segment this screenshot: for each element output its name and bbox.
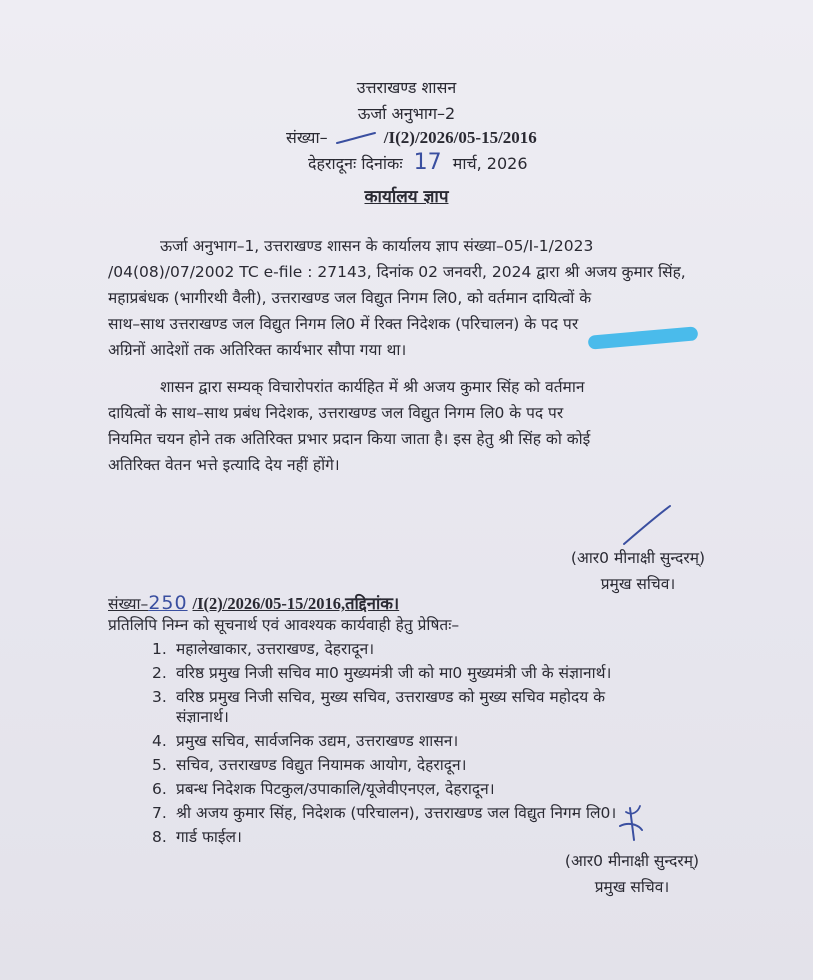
signature-block-2 xyxy=(542,849,722,897)
section-name: ऊर्जा अनुभाग–2 xyxy=(357,104,456,123)
list-item: 1. महालेखाकार, उत्तराखण्ड, देहरादून। xyxy=(152,640,375,658)
highlight-mark xyxy=(588,326,699,350)
signatory-name-2: (आर0 मीनाक्षी सुन्दरम्) xyxy=(564,852,700,870)
copy-reference-line xyxy=(108,591,399,614)
para1-line5: अग्रिनों आदेशों तक अतिरिक्त कार्यभार सौपा गया था। xyxy=(108,341,407,359)
para2-line4: अतिरिक्त वेतन भत्ते इत्यादि देय नहीं होंगे। xyxy=(108,456,340,474)
list-item: 4. प्रमुख सचिव, सार्वजनिक उद्यम, उत्तराखण्ड शासन। xyxy=(152,732,459,750)
signature-stroke-1 xyxy=(618,500,678,550)
para2-line1: शासन द्वारा सम्यक् विचारोपरांत कार्यहित में श्री अजय कुमार सिंह को वर्तमान xyxy=(160,378,585,396)
para1-line2: /04(08)/07/2002 TC e-file : 27143, दिनांक 02 जनवरी, 2024 द्वारा श्री अजय कुमार सिंह, xyxy=(108,263,686,281)
signatory-name-1: (आर0 मीनाक्षी सुन्दरम्) xyxy=(570,549,706,567)
copy-intro: प्रतिलिपि निम्न को सूचनार्थ एवं आवश्यक कार्यवाही हेतु प्रेषितः– xyxy=(108,616,460,634)
signature-block-1 xyxy=(548,546,728,594)
date-day: 17 xyxy=(413,150,442,175)
list-item-continuation: संज्ञानार्थ। xyxy=(176,708,229,726)
place-date-label: देहरादूनः दिनांकः xyxy=(308,154,403,173)
list-item: 5. सचिव, उत्तराखण्ड विद्युत नियामक आयोग, देहरादून। xyxy=(152,756,467,774)
date-line xyxy=(308,150,528,175)
para2-line3: नियमित चयन होने तक अतिरिक्त प्रभार प्रदान किया जाता है। इस हेतु श्री सिंह को कोई xyxy=(108,430,591,448)
ref-label: संख्या– xyxy=(286,128,328,147)
para1-line4: साथ–साथ उत्तराखण्ड जल विद्युत निगम लि0 में रिक्त निदेशक (परिचालन) के पद पर xyxy=(108,315,579,333)
document-title: कार्यालय ज्ञाप xyxy=(364,187,449,207)
list-item: 3. वरिष्ठ प्रमुख निजी सचिव, मुख्य सचिव, उत्तराखण्ड को मुख्य सचिव महोदय के xyxy=(152,688,606,706)
signatory-designation-1: प्रमुख सचिव। xyxy=(600,575,676,593)
govt-name: उत्तराखण्ड शासन xyxy=(356,78,457,97)
list-item: 8. गार्ड फाईल। xyxy=(152,828,242,846)
signatory-designation-2: प्रमुख सचिव। xyxy=(594,878,670,896)
reference-line xyxy=(286,126,537,148)
ref-number: /I(2)/2026/05-15/2016 xyxy=(383,128,537,147)
para2-line2: दायित्वों के साथ–साथ प्रबंध निदेशक, उत्तराखण्ड जल विद्युत निगम लि0 के पद पर xyxy=(108,404,564,422)
list-item: 6. प्रबन्ध निदेशक पिटकुल/उपाकालि/यूजेवीएनएल, देहरादून। xyxy=(152,780,495,798)
copy-ref-handwritten: 250 xyxy=(148,592,188,614)
copy-ref-rest: /I(2)/2026/05-15/2016,तद्दिनांक। xyxy=(192,594,400,613)
ref-handwritten-stroke xyxy=(333,131,379,147)
para1-line1: ऊर्जा अनुभाग–1, उत्तराखण्ड शासन के कार्यालय ज्ञाप संख्या–05/I-1/2023 xyxy=(160,237,594,255)
list-item: 2. वरिष्ठ प्रमुख निजी सचिव मा0 मुख्यमंत्री जी को मा0 मुख्यमंत्री जी के संज्ञानार्थ। xyxy=(152,664,612,682)
para1-line3: महाप्रबंधक (भागीरथी वैली), उत्तराखण्ड जल विद्युत निगम लि0, को वर्तमान दायित्वों के xyxy=(108,289,592,307)
copy-ref-label: संख्या– xyxy=(108,595,149,613)
list-item: 7. श्री अजय कुमार सिंह, निदेशक (परिचालन), उत्तराखण्ड जल विद्युत निगम लि0। xyxy=(152,804,617,822)
date-month-year: मार्च, 2026 xyxy=(452,154,528,173)
